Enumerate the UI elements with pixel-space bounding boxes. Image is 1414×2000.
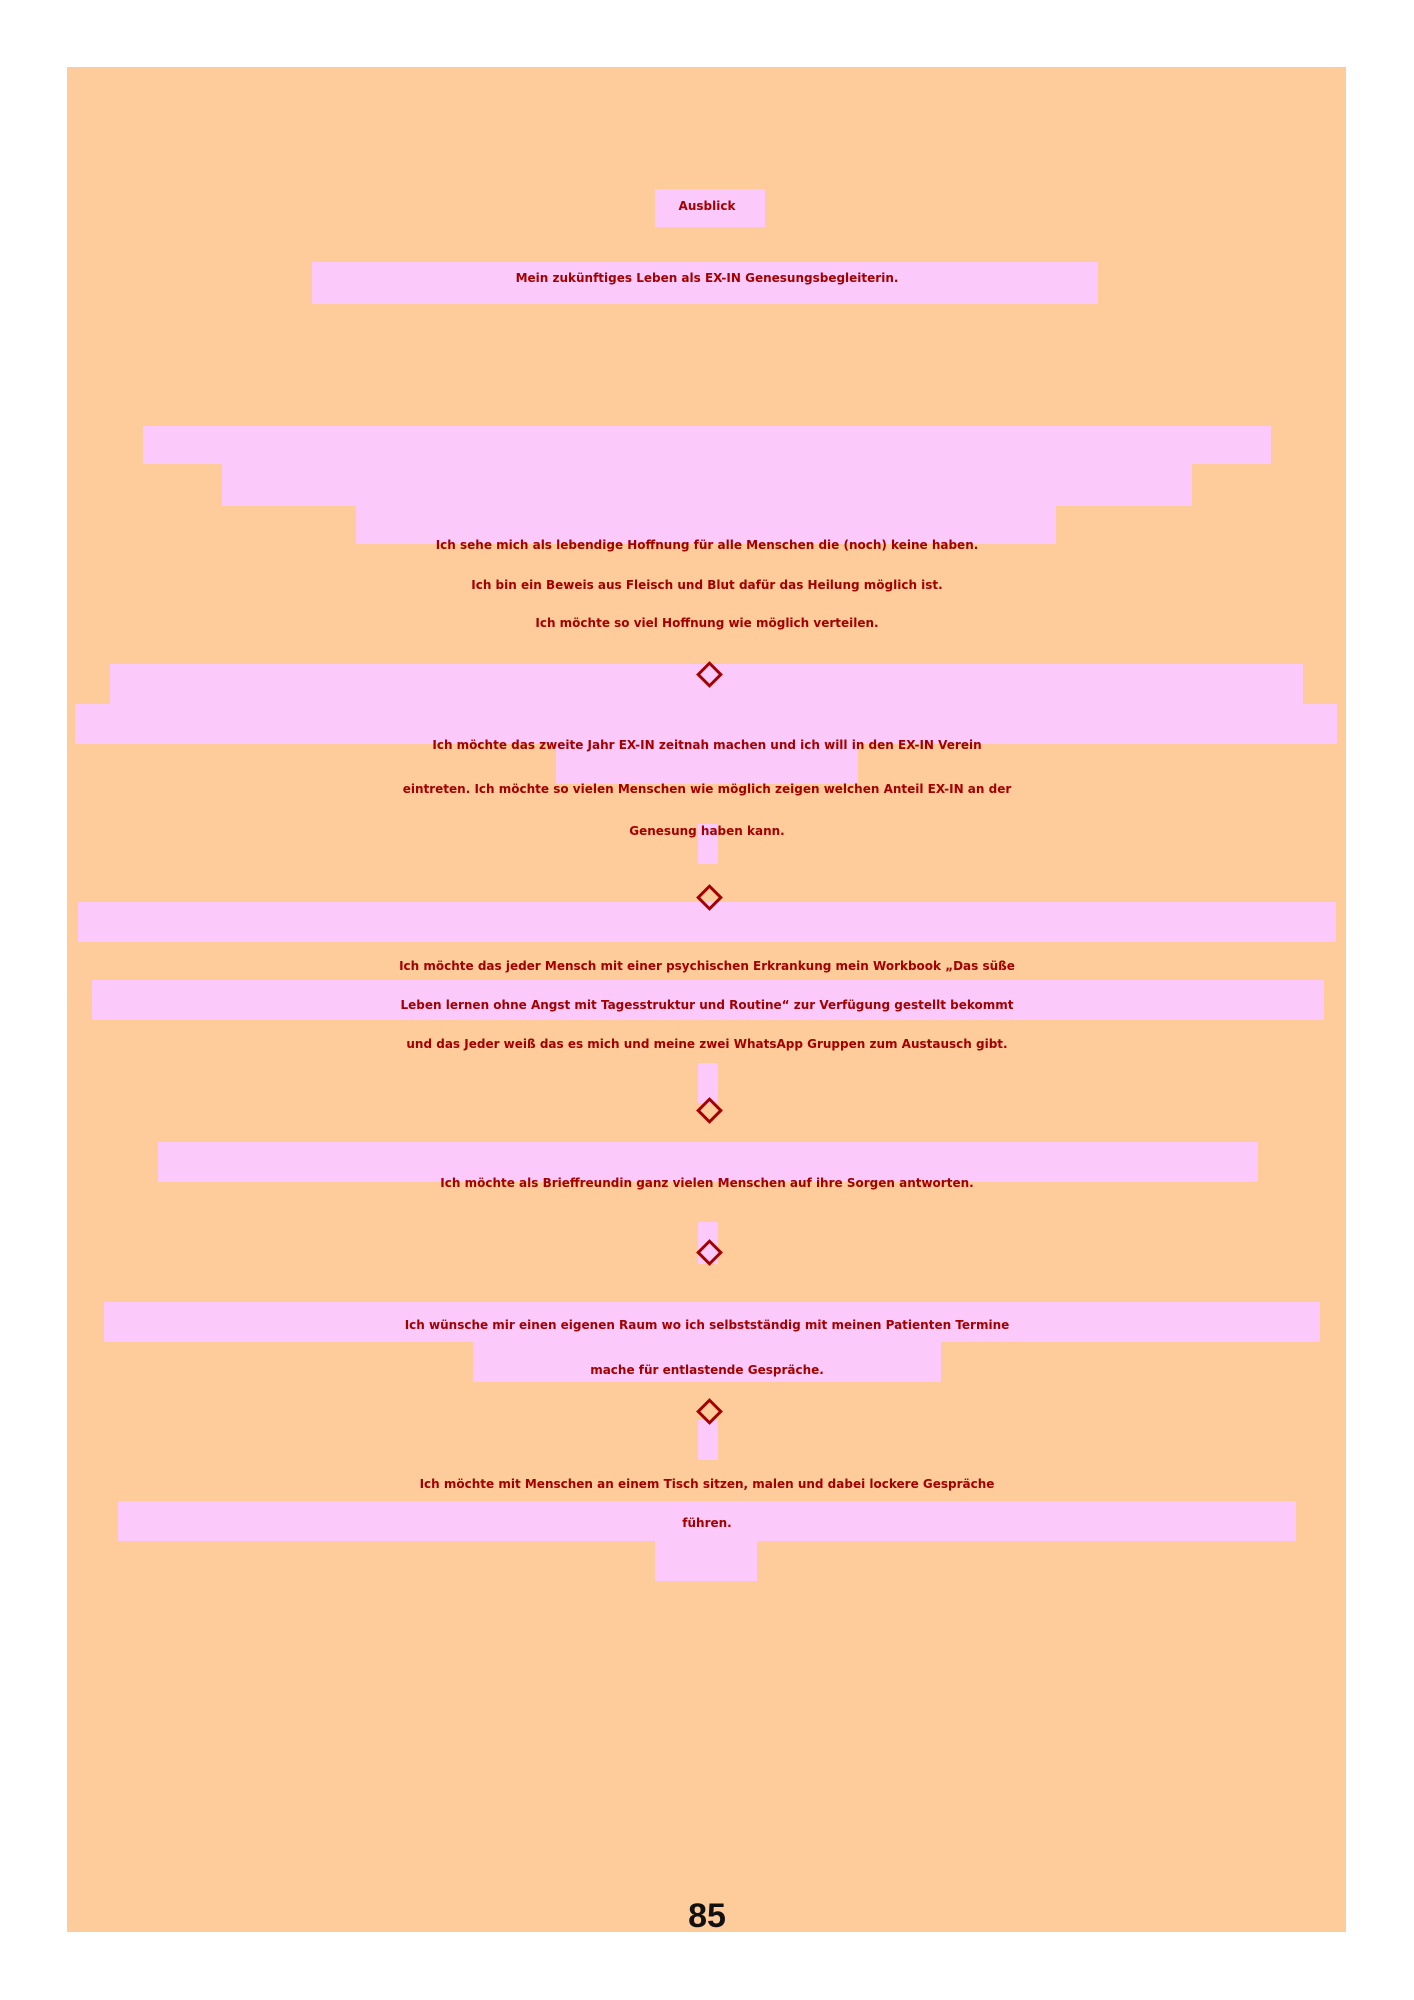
text-line: und das Jeder weiß das es mich und meine zwei WhatsApp Gruppen zum Austausch gibt. — [406, 1037, 1008, 1051]
text-line: eintreten. Ich möchte so vielen Menschen wie möglich zeigen welchen Anteil EX-IN an der — [402, 782, 1012, 796]
text-line: Ich möchte das jeder Mensch mit einer psychischen Erkrankung mein Workbook „Das süße — [399, 959, 1015, 973]
text-line: Ich möchte mit Menschen an einem Tisch sitzen, malen und dabei lockere Gespräche — [419, 1477, 995, 1491]
text-line: Ich bin ein Beweis aus Fleisch und Blut dafür das Heilung möglich ist. — [471, 578, 943, 592]
highlight-box — [655, 1541, 757, 1581]
highlight-box — [698, 1420, 718, 1460]
highlight-box — [222, 464, 1192, 506]
highlight-box — [143, 426, 1271, 464]
text-line: Ich sehe mich als lebendige Hoffnung für alle Menschen die (noch) keine haben. — [435, 538, 979, 552]
text-line: Ich möchte das zweite Jahr EX-IN zeitnah machen und ich will in den EX-IN Verein — [432, 738, 982, 752]
text-line: Genesung haben kann. — [629, 824, 785, 838]
text-line: führen. — [682, 1516, 732, 1530]
page-title: Ausblick — [678, 199, 736, 213]
text-line: mache für entlastende Gespräche. — [590, 1363, 824, 1377]
text-line: Ich möchte so viel Hoffnung wie möglich verteilen. — [535, 616, 879, 630]
text-line: Ich wünsche mir einen eigenen Raum wo ich selbstständig mit meinen Patienten Termine — [404, 1318, 1010, 1332]
page-subtitle: Mein zukünftiges Leben als EX-IN Genesungsbegleiterin. — [515, 271, 899, 285]
text-line: Leben lernen ohne Angst mit Tagesstruktur und Routine“ zur Verfügung gestellt bekommt — [400, 998, 1014, 1012]
text-line: Ich möchte als Brieffreundin ganz vielen Menschen auf ihre Sorgen antworten. — [440, 1176, 974, 1190]
page-number: 85 — [688, 1897, 726, 1935]
